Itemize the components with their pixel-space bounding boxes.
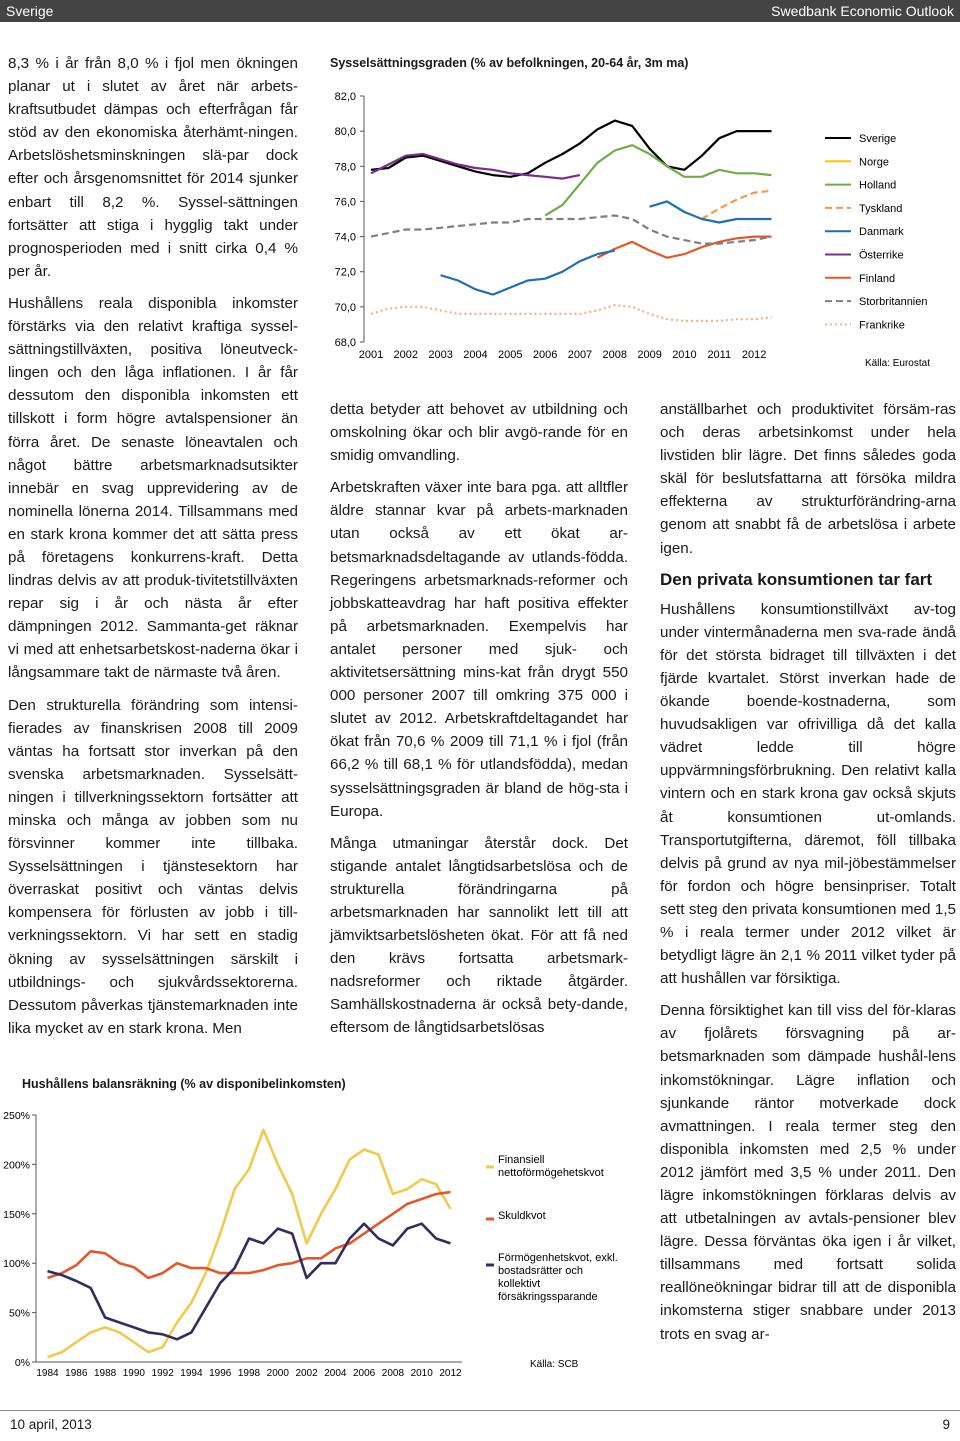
y-tick-label: 150% [3,1208,30,1221]
x-tick-label: 2005 [498,349,523,361]
page-number: 9 [942,1417,950,1432]
y-tick-label: 78,0 [334,161,356,174]
series-line-Sverige [371,121,772,177]
x-tick-label: 1998 [237,1368,261,1379]
legend-label: Holland [859,179,897,192]
series-line-Frankrike [371,305,772,321]
x-tick-label: 2004 [324,1368,347,1379]
x-tick-label: 1992 [151,1368,174,1379]
text-column-3 [660,398,956,1355]
chart-source: Källa: SCB [530,1359,579,1370]
x-tick-label: 2008 [602,349,628,361]
x-tick-label: 2009 [637,349,662,361]
x-tick-label: 2010 [672,349,697,361]
legend-label: Tyskland [859,202,903,215]
employment-chart-title: Sysselsättningsgraden (% av befolkningen, 20-64 år, 3m ma) [330,56,689,70]
text-column-1 [8,52,298,1049]
legend-label: Österrike [859,249,904,262]
x-tick-label: 1996 [209,1368,232,1379]
x-tick-label: 2012 [439,1368,462,1379]
x-tick-label: 2007 [567,349,593,361]
x-tick-label: 2006 [353,1368,376,1379]
paragraph: Hushållens reala disponibla inkomster förstärks via den relativt kraftiga syssel-sättningstillväxten, positiva löneutveck-lingen och den låga inflationen. I år får dessutom den disponibla inkomsten ett tillskott i form högre avtalspensioner än förra året. De senaste löneavtalen och något bättre arbetsmarknadsutsikter innebär en svag upprevidering av de nominella lönerna 2014. Tillsammans med en stark krona kommer det att sätta press på företagens konkurrens-kraft. Detta lindras delvis av att produk-tivitetstillväxten repar sig i år och nästa år efter dämpningen 2012. Sammanta-get räknar vi med att enhetsarbetskost-naderna ökar i långsammare takt de närmaste två åren. [8,294,298,682]
header-section: Sverige [6,3,54,19]
x-tick-label: 2010 [410,1368,433,1379]
legend-label: Sverige [859,133,897,145]
legend-label: Frankrike [859,319,905,332]
y-tick-label: 250% [3,1110,30,1122]
legend-label: försäkringssparande [498,1291,598,1303]
legend-label: Norge [859,156,889,169]
y-tick-label: 70,0 [334,301,356,314]
legend-label: bostadsrätter och [498,1265,583,1277]
series-line-series-9 [441,251,615,295]
section-heading: Den privata konsumtionen tar fart [660,569,933,589]
series-line-Tyskland [702,191,772,219]
x-tick-label: 1994 [180,1368,203,1379]
series-line-Österrike [371,154,580,179]
employment-chart [320,72,960,382]
legend-label: Storbritannien [859,296,928,309]
x-tick-label: 2012 [741,349,767,361]
paragraph: 8,3 % i år från 8,0 % i fjol men ökningen planar ut i slutet av året när arbets-kraftsutbudet dämpas och efterfrågan får stöd av den ekonomiska återhämt-ningen. Arbetslöshetsminskningen slä-par dock efter och årsgenomsnittet för 2014 sjunker enbart till 8,2 %. Syssel-sättningen fortsätter att stiga i hygglig takt under prognosperioden med i snitt cirka 0,4 % per år. [8,55,298,280]
y-tick-label: 72,0 [334,266,356,279]
x-tick-label: 2011 [707,349,732,361]
paragraph: Den strukturella förändring som intensi-fierades av finanskrisen 2008 till 2009 väntas ha fortsatt stor inverkan på den svenska arbetsmarknaden. Sysselsätt-ningen i tillverkningssektorn fortsätter att minska och många av jobben som nu försvinner kommer inte tillbaka. Sysselsättningen i tjänstesektorn har överraskat positivt och väntas delvis kompensera för förlusten av jobb i till-verkningssektorn. Vi har sett en stadig ökning av sysselsättningen särskilt i utbildnings- och sjukvårdssektorerna. Dessutom påverkas tjänstemarknaden inte lika mycket av en stark krona. Men [8,696,298,1037]
paragraph: detta betyder att behovet av utbildning och omskolning ökar och blir avgö-rande för en smidig omvandling. [330,401,628,465]
y-tick-label: 82,0 [334,91,356,103]
paragraph: Arbetskraften växer inte bara pga. att alltfler äldre stannar kvar på arbets-marknaden utan också av ett ökat ar-betsmarknadsdeltagande av utlands-födda. Regeringens arbetsmarknads-reformer och jobbskatteavdrag har haft positiva effekter på arbetsmarknaden. Exempelvis har antalet personer med sjuk- och aktivitetsersättning mins-kat från drygt 550 000 personer 2007 till omkring 375 000 i slutet av 2012. Arbetskraftdeltagandet har ökat från 70,6 % 2009 till 71,1 % i fjol (från 66,2 % till 68,1 % för utlandsfödda), medan sysselsättningsgraden är bland de hög-sta i Europa. [330,479,628,820]
x-tick-label: 2001 [358,349,384,361]
x-tick-label: 1990 [122,1368,145,1379]
x-tick-label: 1988 [93,1368,117,1379]
paragraph: Många utmaningar återstår dock. Det stigande antalet långtidsarbetslösa och de strukturella förändringarna på arbetsmarknaden har sannolikt lett till att jämviktsarbetslösheten ökat. För att få ned den krävs fortsatta arbetsmark-nadsreformer och riktade åtgärder. Samhällskostnaderna är också bety-dande, eftersom de långtidsarbetslösas [330,834,628,1037]
y-tick-label: 76,0 [334,196,356,209]
paragraph: Denna försiktighet kan till viss del för-klaras av fjolårets försvagning på ar-betsmarknaden som dämpade hushål-lens inkomstökningar. Lägre inflation och sjunkande räntor motverkade dock avmattningen. I reala termer steg den disponibla inkomsten med 2,5 % under 2012 jämfört med 3,5 % under 2011. Den lägre inkomstökningen förklaras delvis av att utbetalningen av avtals-pensioner blev lägre. Dessa förväntas öka igen i år vilket, tillsammans med fortsatt solida reallöneökningar bidrar till att de disponibla inkomsterna stiger snabbare under 2013 trots en svag ar- [660,1002,956,1343]
balance-chart-title: Hushållens balansräkning (% av disponibelinkomsten) [22,1077,346,1091]
footer-date: 10 april, 2013 [10,1417,92,1432]
x-tick-label: 2002 [295,1368,318,1379]
header-publication: Swedbank Economic Outlook [771,3,954,19]
x-tick-label: 2000 [266,1368,289,1379]
series-line-Danmark [650,201,772,222]
y-tick-label: 100% [3,1258,30,1271]
footer-rule [0,1410,960,1411]
series-line-1 [48,1192,451,1278]
x-tick-label: 2006 [532,349,558,361]
y-tick-label: 0% [14,1357,30,1369]
chart-source: Källa: Eurostat [864,358,930,369]
legend-label: Skuldkvot [498,1210,546,1222]
series-line-2 [48,1224,451,1340]
legend-label: kollektivt [498,1278,541,1290]
y-tick-label: 50% [8,1307,30,1320]
text-column-2 [330,398,628,1049]
legend-label: nettoförmögehetskvot [498,1167,604,1179]
x-tick-label: 2004 [463,349,488,361]
x-tick-label: 1986 [65,1368,88,1379]
x-tick-label: 2003 [428,349,453,361]
x-tick-label: 2002 [393,349,419,361]
paragraph: anställbarhet och produktivitet försäm-ras och deras arbetsinkomst under hela livstiden blir lägre. Det finns således goda skäl för beslutsfattarna att försöka mildra effekterna av strukturförändring-arna genom att snabbt få de arbetslösa i arbete igen. [660,401,956,557]
series-line-Storbritannien [371,216,772,244]
legend-label: Danmark [859,226,904,239]
balance-chart [0,1095,650,1390]
legend-label: Finansiell [498,1154,545,1166]
legend-label: Finland [859,272,896,285]
y-tick-label: 200% [3,1159,30,1172]
legend-label: Förmögenhetskvot, exkl. [498,1252,618,1264]
y-tick-label: 80,0 [334,126,356,139]
y-tick-label: 68,0 [334,337,356,349]
paragraph: Hushållens konsumtionstillväxt av-tog under vintermånaderna men sva-rade ändå för det största bidraget till tillväxten i det fjärde kvartalet. Störst inverkan hade de ökande boende-kostnaderna, som huvudsakligen var ofrivilliga då det kalla vädret ledde till högre uppvärmningsförbrukning. Den relativt kalla vintern och en stark krona gav också skjuts åt konsumtionen ut-omlands. Transportutgifterna, däremot, föll tillbaka delvis på grund av nya mil-jöbestämmelser för fordon och högre bensinpriser. Totalt sett steg den privata konsumtionen med 1,5 % i reala termer under 2012 vilket är betydligt lägre än 2,1 % 2011 vilket tyder på att hushållen var försiktiga. [660,600,956,988]
y-tick-label: 74,0 [334,231,356,244]
page-header [0,0,960,22]
x-tick-label: 1984 [36,1368,59,1379]
x-tick-label: 2008 [381,1368,405,1379]
